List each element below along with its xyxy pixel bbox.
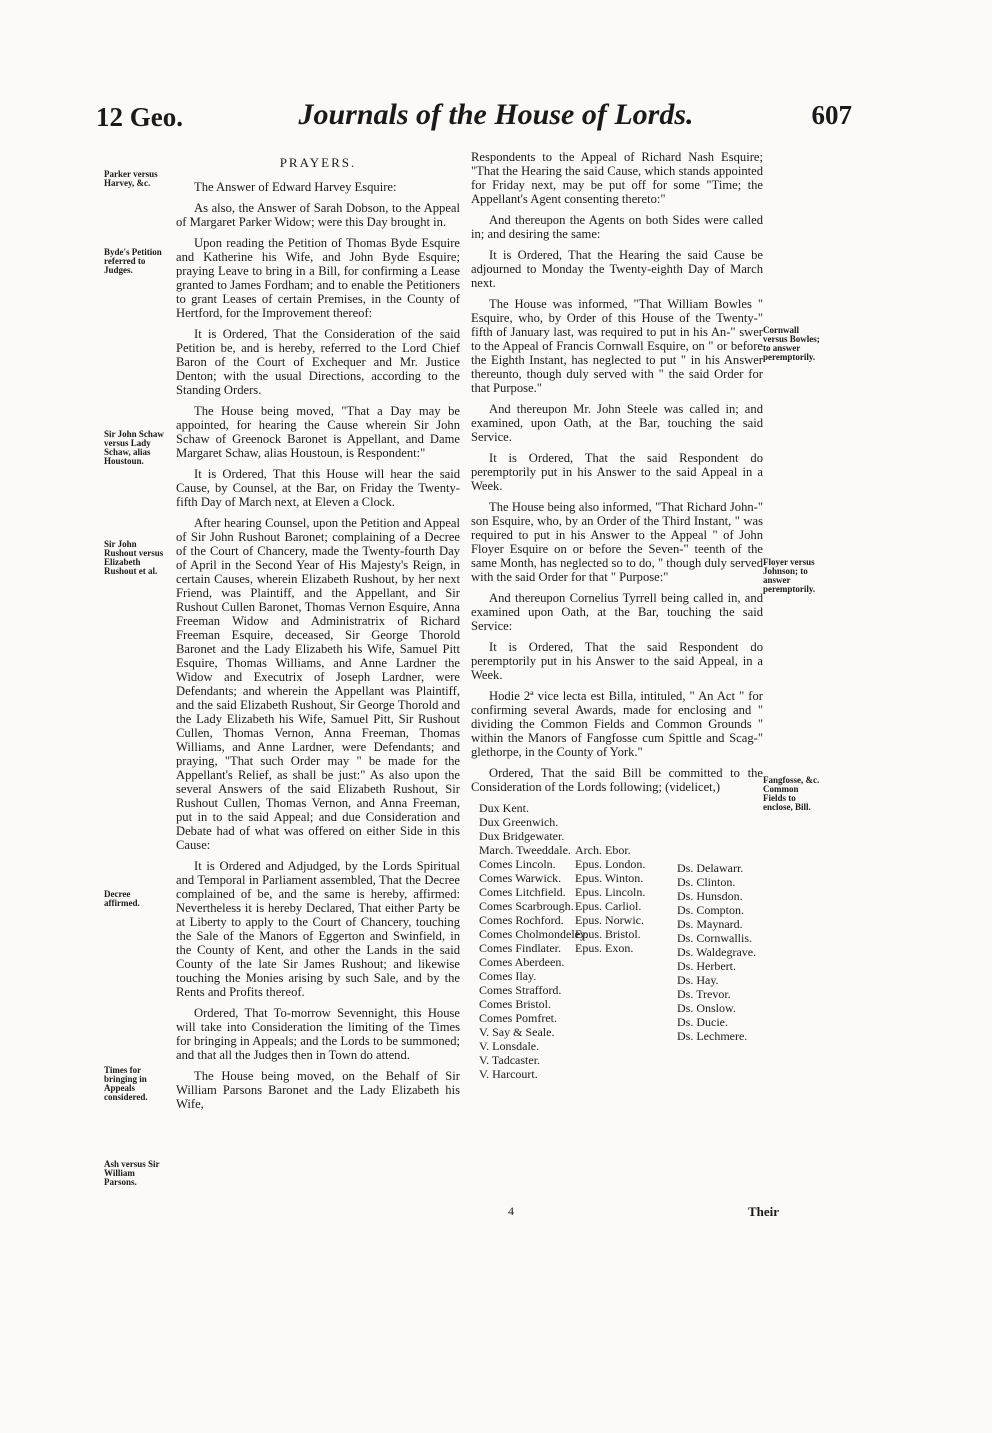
- lord-name: Ds. Compton.: [677, 903, 745, 917]
- lord-name: Comes Pomfret.: [479, 1011, 557, 1025]
- lord-name: Comes Findlater.: [479, 941, 561, 955]
- lord-name: Ds. Onslow.: [677, 1001, 736, 1015]
- lord-name: Ds. Clinton.: [677, 875, 736, 889]
- margin-note: Decree affirmed.: [104, 889, 140, 908]
- lord-name: Ds. Delawarr.: [677, 861, 744, 875]
- header-left: 12 Geo.: [96, 102, 183, 132]
- lord-name: V. Tadcaster.: [479, 1053, 541, 1067]
- lords-middle-column: [575, 843, 665, 955]
- lord-name: V. Say & Seale.: [479, 1025, 555, 1039]
- paragraph: It is Ordered, That the Hearing the said Cause be adjourned to Monday the Twenty-eighth Day of March next.: [471, 248, 763, 290]
- catchword: Their: [748, 1204, 780, 1219]
- lord-name: Comes Bristol.: [479, 997, 552, 1011]
- lords-list: [471, 801, 763, 1101]
- margin-note: Byde's Petition referred to Judges.: [104, 247, 162, 275]
- prayers-heading: PRAYERS.: [279, 155, 357, 170]
- paragraph: It is Ordered and Adjudged, by the Lords Spiritual and Temporal in Parliament assembled, That the Decree complained of be, and the same is hereby, affirmed: Nevertheless it is hereby Declared, That either Party be at Liberty to apply to the Court of Chancery, touching the Sale of the Manors of Eggerton and Swinfield, in the County of Kent, and other the Lands in the said County of the late Sir James Rushout; and likewise touching the Monies arising by such Sale, and by the Rents and Profits thereof.: [176, 859, 460, 999]
- margin-note: Fangfosse, &c. Common Fields to enclose, Bill.: [763, 775, 820, 812]
- paragraph: The House being also informed, "That Richard John-" son Esquire, who, by an Order of the Third Instant, " was required to put in his Answer to the Appeal " of John Floyer Esquire on or before the Seven-" teenth of the same Month, has neglected so to do, " though duly served with the said Order for that " Purpose:": [471, 500, 763, 584]
- page-number: 607: [811, 100, 852, 130]
- lord-name: Comes Lincoln.: [479, 857, 556, 871]
- paragraph: And thereupon Mr. John Steele was called in; and examined, upon Oath, at the Bar, touching the said Service.: [471, 402, 763, 444]
- running-header: [0, 98, 992, 144]
- lord-name: Ds. Maynard.: [677, 917, 743, 931]
- lord-name: Epus. Bristol.: [575, 927, 641, 941]
- lord-name: Epus. Winton.: [575, 871, 644, 885]
- left-column: [176, 150, 460, 1118]
- lord-name: Comes Ilay.: [479, 969, 537, 983]
- lord-name: March. Tweeddale.: [479, 843, 571, 857]
- margin-note: Sir John Rushout versus Elizabeth Rushout et al.: [104, 539, 164, 576]
- paragraph: And thereupon the Agents on both Sides were called in; and desiring the same:: [471, 213, 763, 241]
- lord-name: V. Harcourt.: [479, 1067, 538, 1081]
- lord-name: Epus. Exon.: [575, 941, 634, 955]
- paragraph: Ordered, That the said Bill be committed to the Consideration of the Lords following; (videlicet,): [471, 766, 763, 794]
- paragraph: It is Ordered, That the said Respondent do peremptorily put in his Answer to the said Appeal, in a Week.: [471, 640, 763, 682]
- lord-name: Comes Scarbrough.: [479, 899, 574, 913]
- margin-note: Sir John Schaw versus Lady Schaw, alias Houstoun.: [104, 429, 164, 466]
- lord-name: Dux Kent.: [479, 801, 529, 815]
- paragraph: The House was informed, "That William Bowles " Esquire, who, by Order of this House of the Twenty-" fifth of January last, was required to put in his An-" swer to the Appeal of Francis Cornwall Esquire, on " or before the Eighth Instant, has neglected to put " in his Answer thereunto, though duly served with " the said Order for that Purpose.": [471, 297, 763, 395]
- lord-name: Ds. Lechmere.: [677, 1029, 748, 1043]
- lord-name: Comes Strafford.: [479, 983, 562, 997]
- paragraph: As also, the Answer of Sarah Dobson, to the Appeal of Margaret Parker Widow; were this Day brought in.: [176, 201, 460, 229]
- margin-note: Times for bringing in Appeals considered.: [104, 1065, 148, 1102]
- paragraph: Ordered, That To-morrow Sevennight, this House will take into Consideration the limiting of the Times for bringing in Appeals; and the Lords to be summoned; and that all the Judges then in Town do attend.: [176, 1006, 460, 1062]
- paragraph: Hodie 2ª vice lecta est Billa, intituled, " An Act " for confirming several Awards, made for enclosing and " dividing the Common Fields and Common Grounds " within the Manors of Fangfosse cum Spittle and Scag-" glethorpe, in the County of York.": [471, 689, 763, 759]
- lord-name: Arch. Ebor.: [575, 843, 631, 857]
- lord-name: Dux Bridgewater.: [479, 829, 565, 843]
- lords-left-column: [479, 801, 589, 1081]
- lord-name: Ds. Herbert.: [677, 959, 736, 973]
- lord-name: Ds. Trevor.: [677, 987, 731, 1001]
- lord-name: Dux Greenwich.: [479, 815, 559, 829]
- paragraph: Respondents to the Appeal of Richard Nash Esquire; "That the Hearing the said Cause, which stands appointed for Friday next, may be put off for some "Time; the Appellant's Agent consenting thereto:": [471, 150, 763, 206]
- margin-note: Ash versus Sir William Parsons.: [104, 1159, 160, 1187]
- paragraph: Upon reading the Petition of Thomas Byde Esquire and Katherine his Wife, and John Byde Esquire; praying Leave to bring in a Bill, for confirming a Lease granted to James Fordham; and to enable the Petitioners to grant Leases of certain Premises, in the County of Hertford, for the Improvement thereof:: [176, 236, 460, 320]
- lord-name: V. Lonsdale.: [479, 1039, 540, 1053]
- lord-name: Ds. Cornwallis.: [677, 931, 752, 945]
- paragraph: The House being moved, "That a Day may be appointed, for hearing the Cause wherein Sir John Schaw of Greenock Baronet is Appellant, and Dame Margaret Schaw, alias Houstoun, is Respondent:": [176, 404, 460, 460]
- paragraph: And thereupon Cornelius Tyrrell being called in, and examined upon Oath, at the Bar, touching the said Service:: [471, 591, 763, 633]
- margin-note: Parker versus Harvey, &c.: [104, 169, 158, 188]
- lord-name: Epus. Lincoln.: [575, 885, 646, 899]
- signature-mark: 4: [508, 1204, 514, 1218]
- paragraph: It is Ordered, That the Consideration of the said Petition be, and is hereby, referred to the Lord Chief Baron of the Court of Exchequer and Mr. Justice Denton; with the usual Directions, according to the Standing Orders.: [176, 327, 460, 397]
- lord-name: Comes Aberdeen.: [479, 955, 565, 969]
- right-column: [471, 150, 763, 1101]
- lord-name: Epus. London.: [575, 857, 646, 871]
- lord-name: Comes Litchfield.: [479, 885, 566, 899]
- lords-right-column: [677, 861, 767, 1043]
- lord-name: Comes Cholmondeley.: [479, 927, 589, 941]
- lord-name: Ds. Hay.: [677, 973, 719, 987]
- header-title: Journals of the House of Lords.: [298, 98, 694, 131]
- lord-name: Epus. Carliol.: [575, 899, 642, 913]
- paragraph: After hearing Counsel, upon the Petition and Appeal of Sir John Rushout Baronet; complaining of a Decree of the Court of Chancery, made the Twenty-fourth Day of April in the Second Year of His Majesty's Reign, in certain Causes, wherein Elizabeth Rushout, by her next Friend, was Plaintiff, and the Appellant, and Sir Rushout Cullen Baronet, Thomas Vernon Esquire, Anna Freeman Widow and Administratrix of Richard Freeman Esquire, deceased, Sir George Thorold Baronet and the Lady Elizabeth his Wife, Samuel Pitt Esquire, Thomas Williams, and Anne Lardner the Widow and Executrix of Joseph Lardner, were Defendants; and wherein the Appellant was Plaintiff, and the said Elizabeth Rushout, Sir George Thorold and the Lady Elizabeth his Wife, Samuel Pitt, Sir Rushout Cullen, Thomas Vernon, Anna Freeman, Thomas Williams, and Anne Lardner, were Defendants; and praying, "That such Order may " be made for the Appellant's Relief, as shall be just:" As also upon the several Answers of the said Elizabeth Rushout, Sir Rushout Cullen, Thomas Vernon, and Anna Freeman, put in to the said Appeal; and due Consideration and Debate had of what was offered on either Side in this Cause:: [176, 516, 460, 852]
- lord-name: Comes Warwick.: [479, 871, 562, 885]
- paragraph: The Answer of Edward Harvey Esquire:: [194, 180, 397, 194]
- lord-name: Comes Rochford.: [479, 913, 564, 927]
- lord-name: Ds. Ducie.: [677, 1015, 728, 1029]
- lord-name: Ds. Waldegrave.: [677, 945, 757, 959]
- margin-note: Cornwall versus Bowles; to answer peremptorily.: [763, 325, 820, 362]
- paragraph: It is Ordered, That the said Respondent do peremptorily put in his Answer to the said Appeal in a Week.: [471, 451, 763, 493]
- margin-note: Floyer versus Johnson; to answer peremptorily.: [763, 557, 816, 594]
- lord-name: Epus. Norwic.: [575, 913, 644, 927]
- lord-name: Ds. Hunsdon.: [677, 889, 743, 903]
- paragraph: It is Ordered, That this House will hear the said Cause, by Counsel, at the Bar, on Friday the Twenty-fifth Day of March next, at Eleven a Clock.: [176, 467, 460, 509]
- paragraph: The House being moved, on the Behalf of Sir William Parsons Baronet and the Lady Elizabeth his Wife,: [176, 1069, 460, 1111]
